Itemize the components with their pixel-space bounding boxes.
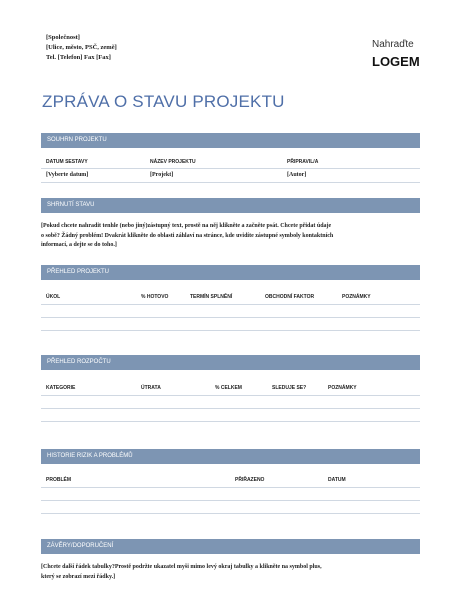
summary-line: informací, a dejte se do toho.]	[41, 242, 117, 248]
col-termin: TERMÍN SPLNĚNÍ	[190, 294, 233, 300]
col-ukol: ÚKOL	[46, 294, 61, 300]
company-address[interactable]: [Ulice, město, PSČ, země]	[46, 44, 117, 51]
col-poznamky-rozpocet: POZNÁMKY	[328, 385, 357, 391]
value-datum[interactable]: [Vyberte datum]	[46, 172, 89, 178]
col-nazev-projektu: NÁZEV PROJEKTU	[150, 159, 196, 165]
value-projekt[interactable]: [Projekt]	[150, 172, 174, 178]
table-row[interactable]	[41, 317, 420, 318]
summary-line: o sobě? Žádný problém! Dvakrát klikněte do oblasti záhlaví na stránce, kde uvidíte zástupné symboly kontaktních	[41, 232, 334, 239]
col-kategorie: KATEGORIE	[46, 385, 76, 391]
section-header-zavery: ZÁVĚRY/DOPORUČENÍ	[41, 539, 420, 554]
col-sleduje-se: SLEDUJE SE?	[272, 385, 307, 391]
value-autor[interactable]: [Autor]	[287, 172, 307, 178]
conclusion-line: který se zobrazí mezi řádky.]	[41, 573, 116, 580]
col-poznamky: POZNÁMKY	[342, 294, 371, 300]
company-block	[46, 33, 117, 63]
table-row[interactable]	[41, 421, 420, 422]
table-row[interactable]	[41, 330, 420, 331]
divider	[41, 487, 420, 488]
page-title: ZPRÁVA O STAVU PROJEKTU	[42, 92, 285, 111]
section-header-shrnuti: SHRNUTÍ STAVU	[41, 198, 420, 213]
logo-placeholder[interactable]	[372, 38, 432, 70]
col-datum: DATUM	[328, 477, 346, 483]
divider	[41, 304, 420, 305]
conclusion-line: [Chcete další řádek tabulky?Prostě podržte ukazatel myši mimo levý okraj tabulky a klikněte na symbol plus,	[41, 564, 322, 570]
col-utrata: ÚTRATA	[141, 385, 161, 391]
logo-line-2: LOGEM	[372, 54, 420, 69]
col-datum-sestavy: DATUM SESTAVY	[46, 159, 88, 165]
company-phone-fax[interactable]: Tel. [Telefon] Fax [Fax]	[46, 54, 111, 61]
table-row[interactable]	[41, 513, 420, 514]
section-header-historie: HISTORIE RIZIK A PROBLÉMŮ	[41, 449, 420, 464]
summary-line: [Pokud chcete nahradit tenhle (nebo jiný)zástupný text, prostě na něj klikněte a začněte psát. Chcete přidat údaje	[41, 223, 332, 229]
divider	[41, 168, 420, 169]
table-row[interactable]	[41, 408, 420, 409]
col-obchodni-faktor: OBCHODNÍ FAKTOR	[265, 294, 315, 300]
logo-line-1: Nahraďte	[372, 39, 414, 50]
col-prirazeno: PŘIŘAZENO	[235, 477, 265, 483]
conclusions-text[interactable]	[41, 563, 423, 582]
col-celkem: % CELKEM	[215, 385, 242, 391]
col-problem: PROBLÉM	[46, 477, 71, 483]
section-header-prehled-rozpoctu: PŘEHLED ROZPOČTU	[41, 355, 420, 370]
divider	[41, 395, 420, 396]
col-hotovo: % HOTOVO	[141, 294, 169, 300]
status-summary-text[interactable]	[41, 222, 423, 251]
section-header-prehled-projektu: PŘEHLED PROJEKTU	[41, 265, 420, 280]
col-pripravil: PŘIPRAVIL/A	[287, 159, 319, 165]
table-row[interactable]	[41, 500, 420, 501]
section-header-souhrn: SOUHRN PROJEKTU	[41, 133, 420, 148]
company-name[interactable]: [Společnost]	[46, 34, 80, 41]
divider	[41, 182, 420, 183]
